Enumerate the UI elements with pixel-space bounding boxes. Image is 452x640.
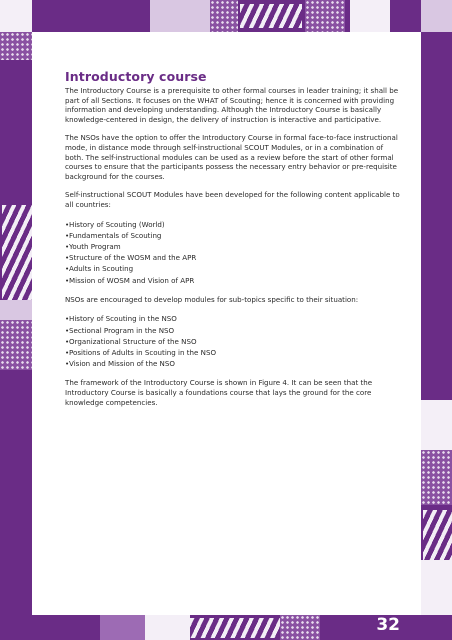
border-decoration — [280, 615, 320, 640]
border-decoration — [421, 450, 452, 505]
list-item: • Youth Program — [65, 241, 400, 252]
border-decoration — [2, 205, 32, 300]
module-list-nso — [65, 313, 400, 369]
border-decoration — [0, 0, 32, 32]
module-list-all-countries — [65, 219, 400, 286]
section-title: Introductory course — [65, 69, 207, 84]
border-decoration — [421, 560, 452, 615]
page-number: 32 — [376, 615, 400, 635]
list-item: • Fundamentals of Scouting — [65, 230, 400, 241]
list-item: • Structure of the WOSM and the APR — [65, 252, 400, 263]
list-item: • Vision and Mission of the NSO — [65, 358, 400, 369]
border-decoration — [305, 0, 345, 32]
list-item: • Sectional Program in the NSO — [65, 325, 400, 336]
border-decoration — [421, 0, 452, 32]
paragraph: The framework of the Introductory Course is shown in Figure 4. It can be seen that the Introductory Course is basically a foundations course that lays the ground for the core knowledge competencies. — [65, 378, 373, 407]
border-decoration — [0, 320, 32, 370]
paragraph: NSOs are encouraged to develop modules for sub-topics specific to their situation: — [65, 294, 359, 304]
list-item: • Adults in Scouting — [65, 263, 400, 274]
border-decoration — [350, 0, 390, 32]
list-item: • Organizational Structure of the NSO — [65, 336, 400, 347]
border-decoration — [240, 4, 302, 28]
list-item: • Mission of WOSM and Vision of APR — [65, 275, 400, 286]
paragraph: The Introductory Course is a prerequisite to other formal courses in leader training; it shall be part of all Sections. It focuses on the WHAT of Scouting; hence it is concerned with providing information and developing understanding. Although the Introductory Course is basically knowledge-centered in design, the delivery of instruction is interactive and participative. — [65, 86, 399, 124]
list-item: • Positions of Adults in Scouting in the NSO — [65, 347, 400, 358]
paragraph: The NSOs have the option to offer the Introductory Course in formal face-to-face instructional mode, in distance mode through self-instructional SCOUT Modules, or in a combination of both. The self-instructional modules can be used as a review before the start of other formal courses to ensure that the participants possess the necessary entry behavior or pre-requisite background for the courses. — [65, 133, 398, 181]
border-decoration — [100, 615, 145, 640]
border-decoration — [150, 0, 210, 32]
border-decoration — [423, 510, 452, 560]
page-body — [32, 32, 421, 615]
list-item: • History of Scouting (World) — [65, 219, 400, 230]
border-decoration — [190, 618, 280, 638]
border-decoration — [210, 0, 238, 32]
border-decoration — [0, 32, 32, 60]
border-decoration — [421, 400, 452, 450]
paragraph: Self-instructional SCOUT Modules have been developed for the following content applicable to all countries: — [65, 190, 400, 209]
border-decoration — [145, 615, 190, 640]
list-item: • History of Scouting in the NSO — [65, 313, 400, 324]
border-decoration — [0, 300, 32, 320]
text-content — [65, 69, 400, 416]
